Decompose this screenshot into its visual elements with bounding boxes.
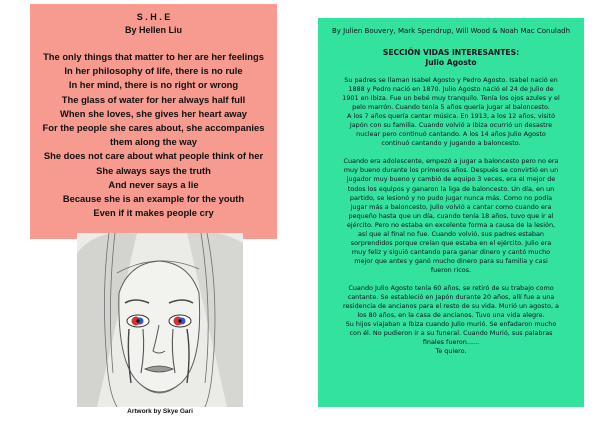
article-subheading: Julio Agosto	[425, 57, 477, 67]
poem-line: For the people she cares about, she accompanies	[42, 122, 265, 134]
article-paragraph: Su padres se llaman Isabel Agosto y Pedro Agosto. Isabel nació en 1888 y Pedro nació en 1870. Julio Agosto nació el 24 de Julio de 1901 en Ibiza. Fue un bebé muy tranquilo. Tenía los ojos azules y el pelo marrón. Cuando tenía 5 años quería jugar al baloncesto. A los 7 años quería cantar música. En 1913, a los 12 años, visitó Japón con su familia. Cuando volvió a Ibiza ocurrió un desastre nuclear pero continuó cantando. A los 14 años Julio Agosto continuó cantando y jugando a baloncesto.	[342, 76, 560, 148]
poem-line: She always says the truth	[96, 164, 211, 176]
poem-title: S . H . E	[136, 12, 171, 22]
poem-line: The only things that matter to her are her feelings	[43, 51, 264, 62]
artwork-caption: Artwork by Skye Gari	[127, 408, 193, 415]
article-paragraph: Cuando era adolescente, empezó a jugar a baloncesto pero no era muy bueno durante los primeros años. Después se convirtió en un jugador muy bueno y cambió de equipo 3 veces, era el mejor de todos los equipos y ganaron la liga de baloncesto. Un día, en un partido, se lesionó y no pudo jugar nunca más. Como no podía jugar más a baloncesto, Julio volvió a cantar como cuando era pequeño hasta que un día, cuando tenía 18 años, tuvo que ir al ejército. Pero no estaba en excelente forma a causa de la lesión, así que al final no fue. Cuando volvió, sus padres estaban sorprendidos porque creían que estaba en el ejército. Julio era muy feliz y siguió cantando para ganar dinero y cantó mucho mejor que antes y ganó mucho dinero para su familia y casi fueron ricos.	[343, 157, 559, 274]
poem-line: them along the way	[110, 136, 197, 148]
poem-line: The glass of water for her always half full	[61, 93, 246, 105]
poem-line: Even if it makes people cry	[93, 207, 214, 219]
poem-line: In her mind, there is no right or wrong	[68, 79, 239, 91]
artwork-drawing	[77, 233, 243, 407]
poem-line: Because she is an example for the youth	[62, 193, 245, 205]
article-paragraph: Cuando Julio Agosto tenía 60 años, se retiró de su trabajo como cantante. Se estableció en Japón durante 20 años, allí fue a una residencia de ancianos para el resto de su vida. Murió un agosto, a los 80 años, en la casa de ancianos. Tuvo una vida alegre. Su hijos viajaban a Ibiza cuando Julio murió. Se enfadaron mucho con él. No pudieron ir a su funeral. Cuando Murió, sus palabras finales fueron...... Te quiero.	[342, 283, 560, 356]
article-heading: SECCIÓN VIDAS INTERESANTES:	[382, 48, 520, 57]
poem-line: And never says a lie	[108, 178, 199, 190]
poem-line: In her philosophy of life, there is no rule	[64, 65, 243, 77]
face-sketch-illustration	[77, 233, 243, 407]
poem-line: When she loves, she gives her heart away	[59, 107, 248, 119]
poem-author: By Hellen Liu	[124, 25, 182, 35]
article-authors: By Julien Bouvery, Mark Spendrup, Will Wood & Noah Mac Conuladh	[331, 27, 571, 35]
poem-line: She does not care about what people think of her	[43, 150, 264, 162]
article-box	[318, 18, 584, 407]
poem-box	[30, 4, 277, 239]
